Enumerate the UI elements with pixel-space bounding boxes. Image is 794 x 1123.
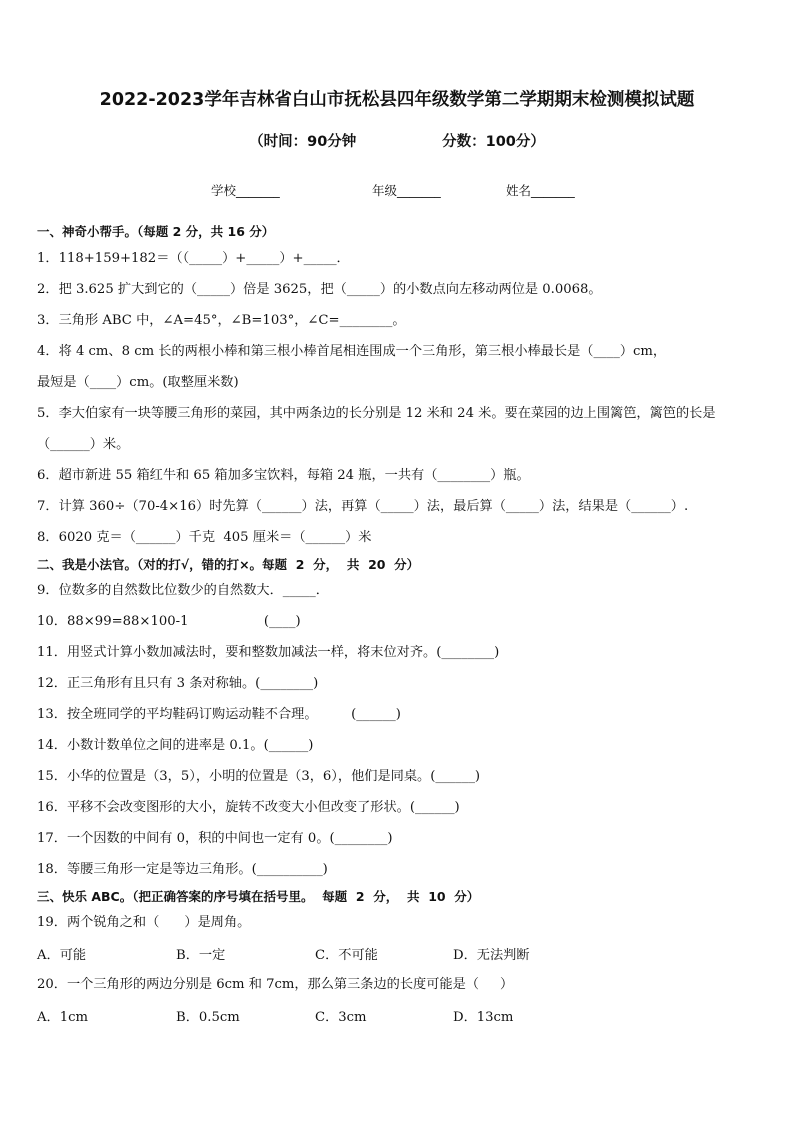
question-6: 6．超市新进 55 箱红牛和 65 箱加多宝饮料，每箱 24 瓶，一共有（________）瓶。	[37, 468, 530, 483]
option-a[interactable]: A．可能	[37, 948, 87, 963]
question-18: 18．等腰三角形一定是等边三角形。(__________)	[37, 862, 328, 877]
option-b[interactable]: B．0.5cm	[176, 1010, 240, 1025]
option-b[interactable]: B．一定	[176, 948, 226, 963]
question-4-line-2: 最短是（____）cm。(取整厘米数)	[37, 375, 239, 390]
student-info-row	[0, 181, 794, 201]
question-5-line-1: 5．李大伯家有一块等腰三角形的菜园，其中两条边的长分别是 12 米和 24 米。要在菜园的边上围篱笆，篱笆的长是	[37, 406, 716, 421]
exam-title: 2022-2023学年吉林省白山市抚松县四年级数学第二学期期末检测模拟试题	[99, 90, 695, 110]
section-heading-3: 三、快乐 ABC。（把正确答案的序号填在括号里。 每题 2 分， 共 10 分）	[37, 889, 480, 904]
question-19-options	[37, 944, 737, 964]
question-4-line-1: 4．将 4 cm、8 cm 长的两根小棒和第三根小棒首尾相连围成一个三角形，第三根小棒最长是（____）cm，	[37, 344, 667, 359]
option-c[interactable]: C．不可能	[315, 948, 378, 963]
question-12: 12．正三角形有且只有 3 条对称轴。(________)	[37, 676, 319, 691]
question-1: 1．118+159+182＝（（_____）+_____）+_____．	[37, 251, 350, 266]
question-20-options	[37, 1006, 737, 1026]
exam-subtitle: （时间：90分钟 分数：100分）	[249, 134, 545, 150]
question-15: 15．小华的位置是（3，5），小明的位置是（3，6），他们是同桌。(______)	[37, 769, 481, 784]
option-a[interactable]: A．1cm	[37, 1010, 88, 1025]
question-7: 7．计算 360÷（70-4×16）时先算（______）法，再算（_____）法，最后算（_____）法，结果是（______）.	[37, 499, 689, 514]
question-9: 9．位数多的自然数比位数少的自然数大．_____．	[37, 583, 329, 598]
option-d[interactable]: D．无法判断	[453, 948, 530, 963]
section-heading-1: 一、神奇小帮手。（每题 2 分，共 16 分）	[37, 224, 275, 239]
question-2: 2．把 3.625 扩大到它的（_____）倍是 3625，把（_____）的小数点向左移动两位是 0.0068。	[37, 282, 602, 297]
question-17: 17．一个因数的中间有 0，积的中间也一定有 0。(________)	[37, 831, 393, 846]
question-14: 14．小数计数单位之间的进率是 0.1。(______)	[37, 738, 314, 753]
question-20: 20．一个三角形的两边分别是 6cm 和 7cm，那么第三条边的长度可能是（ ）	[37, 977, 514, 992]
question-5-line-2: （______）米。	[37, 437, 130, 452]
question-8: 8．6020 克＝（______）千克 405 厘米＝（______）米	[37, 530, 372, 545]
grade-field[interactable]: 年级_______	[372, 183, 441, 198]
question-19: 19．两个锐角之和（ ）是周角。	[37, 915, 251, 930]
question-10: 10．88×99=88×100-1 (____)	[37, 614, 301, 629]
question-16: 16．平移不会改变图形的大小，旋转不改变大小但改变了形状。(______)	[37, 800, 460, 815]
option-d[interactable]: D．13cm	[453, 1010, 514, 1025]
option-c[interactable]: C．3cm	[315, 1010, 367, 1025]
school-field[interactable]: 学校_______	[211, 183, 280, 198]
question-13: 13．按全班同学的平均鞋码订购运动鞋不合理。 (______)	[37, 707, 401, 722]
name-field[interactable]: 姓名_______	[506, 183, 575, 198]
question-11: 11．用竖式计算小数加减法时，要和整数加减法一样，将末位对齐。(________)	[37, 645, 500, 660]
section-heading-2: 二、我是小法官。（对的打√，错的打×。每题 2 分， 共 20 分）	[37, 557, 420, 572]
question-3: 3．三角形 ABC 中，∠A=45°，∠B=103°，∠C=________。	[37, 313, 406, 328]
